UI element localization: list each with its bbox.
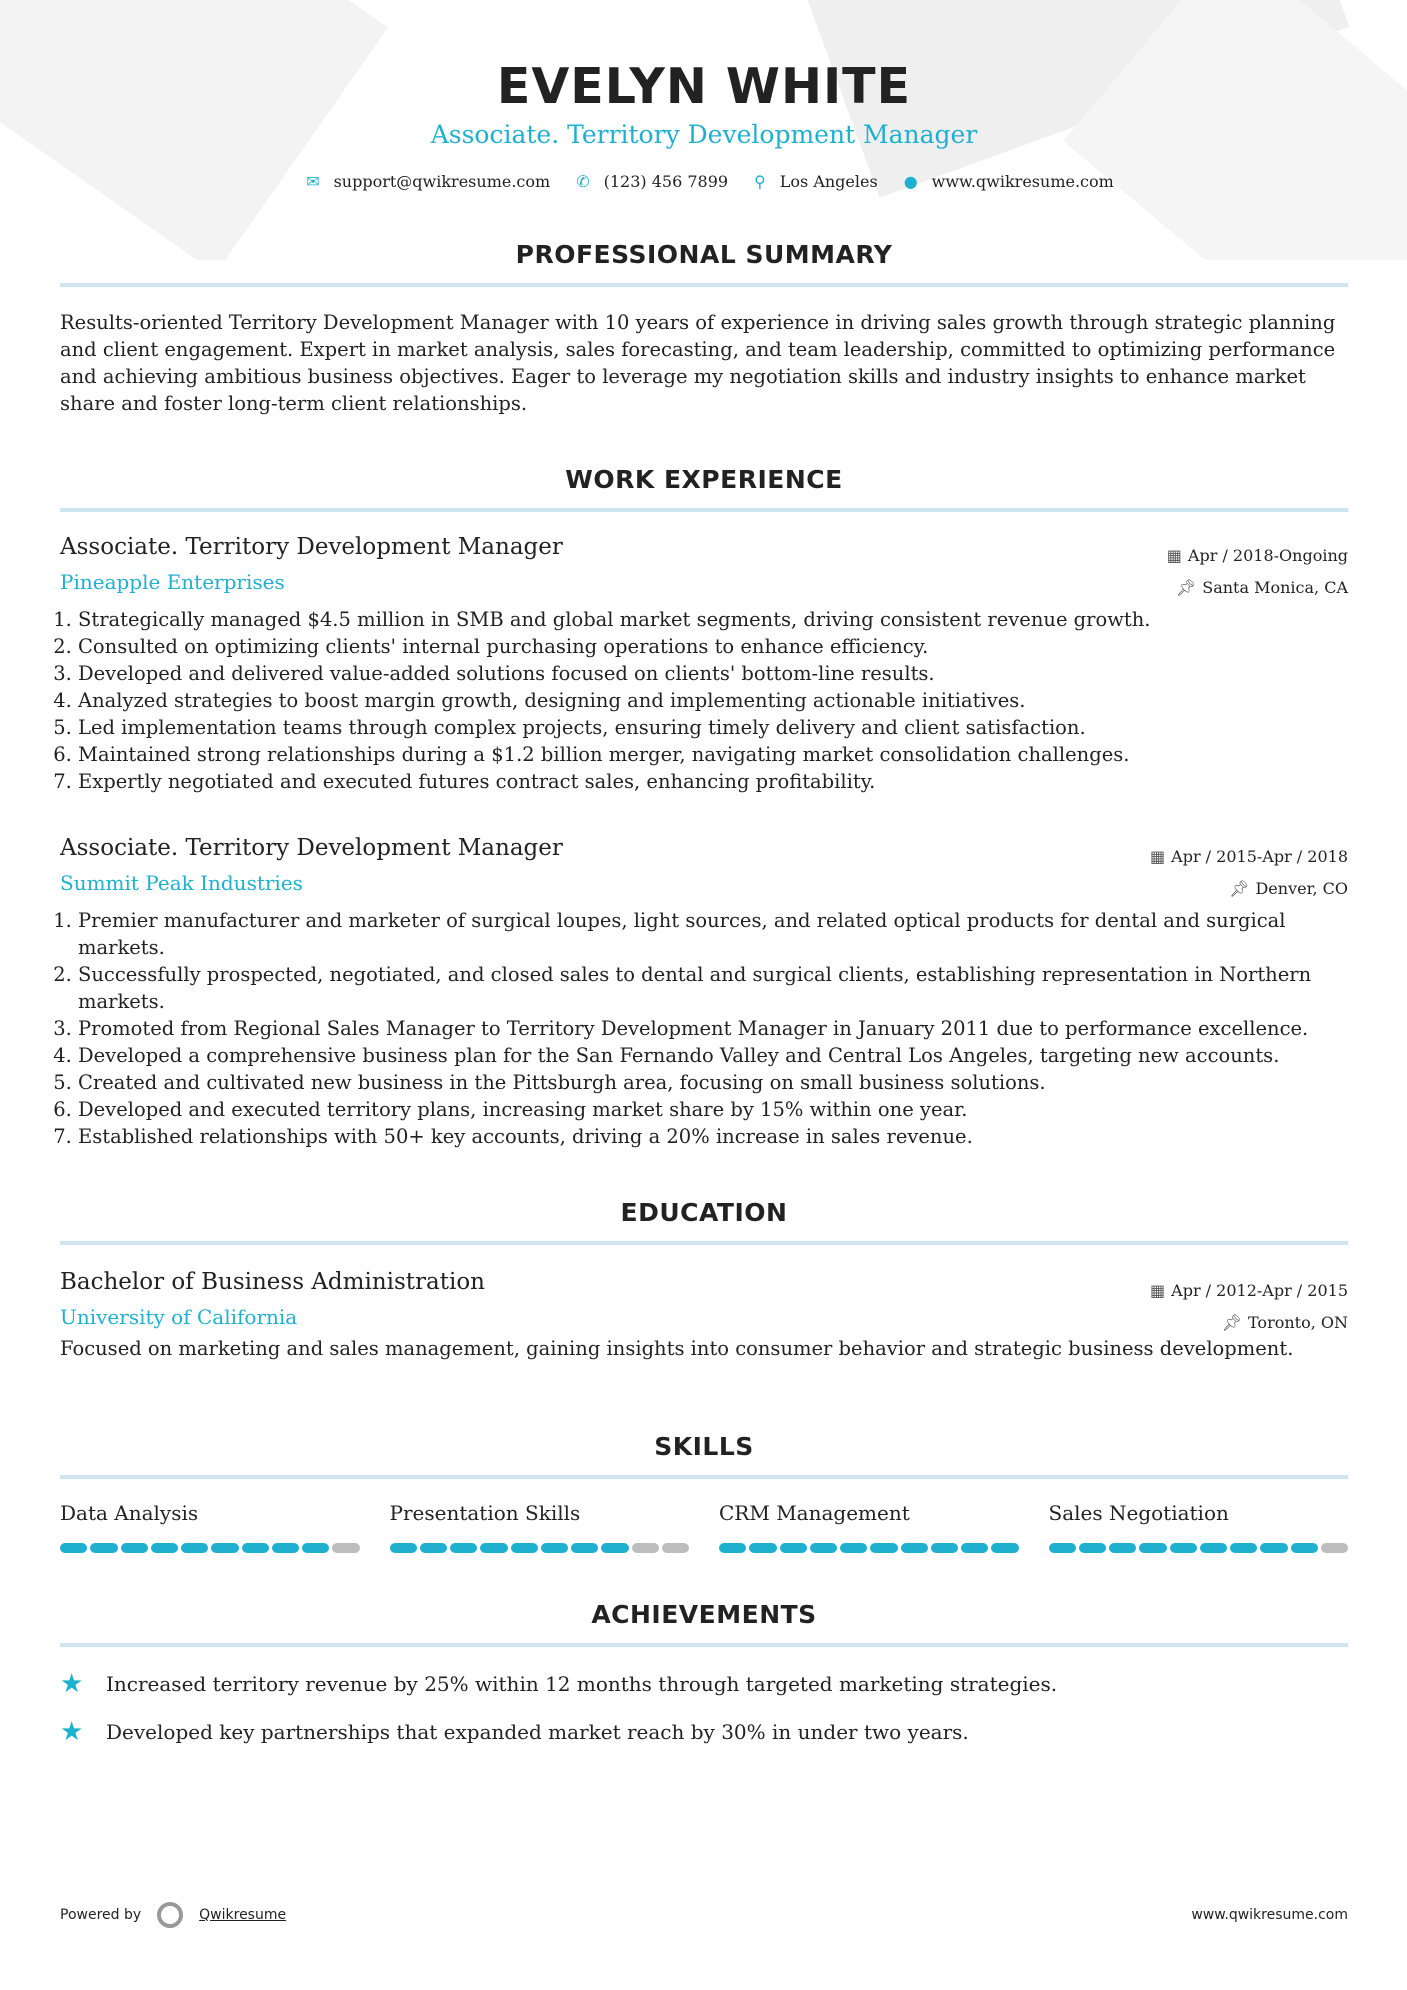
achievement-text: Increased territory revenue by 25% within 12 months through targeted marketing strategies.: [106, 1672, 1058, 1696]
skill-segment: [151, 1543, 178, 1553]
job-bullet: 6. Maintained strong relationships during a $1.2 billion merger, navigating market consolidation challenges.: [78, 741, 1348, 768]
job-bullet: 4. Developed a comprehensive business plan for the San Fernando Valley and Central Los Angeles, targeting new accounts.: [78, 1042, 1348, 1069]
skill-segment: [541, 1543, 568, 1553]
job-bullet: 1. Premier manufacturer and marketer of surgical loupes, light sources, and related optical products for dental and surgical markets.: [78, 907, 1348, 961]
skill-segment: [332, 1543, 359, 1553]
section-heading: WORK EXPERIENCE: [565, 465, 843, 494]
skill-name: Data Analysis: [60, 1501, 199, 1525]
skill-level-bar: [719, 1543, 1019, 1553]
qwikresume-logo-icon: [157, 1902, 183, 1928]
skill-segment: [1291, 1543, 1318, 1553]
contact-info: [60, 172, 1348, 191]
calendar-icon: ▦: [1166, 546, 1182, 565]
job-bullet: 7. Expertly negotiated and executed futures contract sales, enhancing profitability.: [78, 768, 1348, 795]
skill-segment: [601, 1543, 628, 1553]
skills-section: [60, 1432, 1348, 1553]
skill-segment: [662, 1543, 689, 1553]
job-bullet: 2. Consulted on optimizing clients' internal purchasing operations to enhance efficiency.: [78, 633, 1348, 660]
summary-section: [60, 240, 1348, 417]
section-heading: EDUCATION: [620, 1198, 788, 1227]
envelope-icon: ✉: [306, 172, 320, 191]
job-bullet: 4. Analyzed strategies to boost margin growth, designing and implementing actionable initiatives.: [78, 687, 1348, 714]
pin-icon: 📌︎: [1221, 1313, 1242, 1332]
skill-segment: [272, 1543, 299, 1553]
footer: [60, 1902, 1348, 1928]
job-bullet: 3. Developed and delivered value-added solutions focused on clients' bottom-line results.: [78, 660, 1348, 687]
pin-icon: 📌︎: [1175, 578, 1197, 597]
skill-segment: [420, 1543, 447, 1553]
skill-item: [1049, 1501, 1349, 1553]
job-location: Denver, CO: [1255, 879, 1348, 898]
work-section: [60, 465, 1348, 512]
skill-level-bar: [390, 1543, 690, 1553]
skill-segment: [749, 1543, 776, 1553]
skill-segment: [991, 1543, 1018, 1553]
section-heading: ACHIEVEMENTS: [591, 1600, 817, 1629]
map-pin-icon: ⚲: [754, 172, 766, 191]
skill-segment: [719, 1543, 746, 1553]
skill-name: Sales Negotiation: [1048, 1501, 1229, 1525]
skill-segment: [60, 1543, 87, 1553]
section-divider: [60, 1241, 1348, 1245]
section-heading: PROFESSIONAL SUMMARY: [515, 240, 893, 269]
skill-segment: [810, 1543, 837, 1553]
skill-segment: [961, 1543, 988, 1553]
skill-segment: [571, 1543, 598, 1553]
skill-level-bar: [60, 1543, 360, 1553]
job-date: Apr / 2018-Ongoing: [1187, 546, 1348, 565]
globe-icon: ●: [903, 172, 918, 191]
brand-link[interactable]: Qwikresume: [199, 1907, 287, 1923]
education-entry: [60, 1269, 1348, 1362]
degree: Bachelor of Business Administration: [60, 1269, 485, 1295]
job-title: Associate. Territory Development Manager: [60, 534, 563, 560]
achievement-text: Developed key partnerships that expanded market reach by 30% in under two years.: [106, 1720, 969, 1744]
skill-segment: [1170, 1543, 1197, 1553]
footer-url[interactable]: www.qwikresume.com: [1191, 1907, 1348, 1923]
achievement-item: [60, 1717, 1348, 1747]
achievements-section: [60, 1600, 1348, 1747]
skill-item: [390, 1501, 690, 1553]
powered-by-label: Powered by: [60, 1907, 142, 1923]
calendar-icon: ▦: [1150, 847, 1166, 866]
job-bullet: 6. Developed and executed territory plans, increasing market share by 15% within one year.: [78, 1096, 1348, 1123]
education-section: [60, 1198, 1348, 1245]
achievement-item: [60, 1669, 1348, 1699]
job-date: Apr / 2015-Apr / 2018: [1171, 847, 1348, 866]
section-divider: [60, 1475, 1348, 1479]
candidate-title: Associate. Territory Development Manager: [430, 120, 978, 149]
edu-date: Apr / 2012-Apr / 2015: [1171, 1281, 1348, 1300]
job-bullet: 2. Successfully prospected, negotiated, and closed sales to dental and surgical clients, establishing representation in Northern markets.: [78, 961, 1348, 1015]
skill-segment: [480, 1543, 507, 1553]
skill-segment: [302, 1543, 329, 1553]
website-link[interactable]: www.qwikresume.com: [931, 172, 1114, 191]
skill-segment: [511, 1543, 538, 1553]
job-title: Associate. Territory Development Manager: [60, 835, 563, 861]
section-divider: [60, 283, 1348, 287]
job-entry: [60, 835, 1348, 1150]
location-text: Los Angeles: [779, 172, 878, 191]
skill-segment: [450, 1543, 477, 1553]
email-link[interactable]: support@qwikresume.com: [333, 172, 551, 191]
company-name: Summit Peak Industries: [60, 871, 303, 895]
skill-segment: [632, 1543, 659, 1553]
skill-item: [719, 1501, 1019, 1553]
summary-text: Results-oriented Territory Development Manager with 10 years of experience in driving sales growth through strategic planning and client engagement. Expert in market analysis, sales forecasting, and team leadership, committed to optimizing performance and achieving ambitious business objectives. Eager to leverage my negotiation skills and industry insights to enhance market share and foster long-term client relationships.: [60, 311, 1336, 415]
edu-description: Focused on marketing and sales management, gaining insights into consumer behavior and strategic business development.: [60, 1337, 1294, 1360]
skill-segment: [181, 1543, 208, 1553]
job-bullet: 5. Led implementation teams through complex projects, ensuring timely delivery and client satisfaction.: [78, 714, 1348, 741]
job-bullet: 3. Promoted from Regional Sales Manager to Territory Development Manager in January 2011 due to performance excellence.: [78, 1015, 1348, 1042]
skill-segment: [780, 1543, 807, 1553]
job-entry: [60, 534, 1348, 795]
skill-segment: [1321, 1543, 1348, 1553]
edu-location: Toronto, ON: [1248, 1313, 1348, 1332]
star-icon: ★: [60, 1669, 84, 1699]
job-bullet: 1. Strategically managed $4.5 million in SMB and global market segments, driving consistent revenue growth.: [78, 606, 1348, 633]
skill-segment: [1049, 1543, 1076, 1553]
skill-segment: [901, 1543, 928, 1553]
star-icon: ★: [60, 1717, 84, 1747]
skill-segment: [1200, 1543, 1227, 1553]
skill-segment: [121, 1543, 148, 1553]
job-location: Santa Monica, CA: [1202, 578, 1348, 597]
skill-segment: [211, 1543, 238, 1553]
skill-segment: [1109, 1543, 1136, 1553]
section-divider: [60, 1643, 1348, 1647]
skill-segment: [931, 1543, 958, 1553]
skill-segment: [390, 1543, 417, 1553]
skill-segment: [1139, 1543, 1166, 1553]
skill-segment: [1230, 1543, 1257, 1553]
skill-level-bar: [1049, 1543, 1349, 1553]
job-bullet: 7. Established relationships with 50+ key accounts, driving a 20% increase in sales revenue.: [78, 1123, 1348, 1150]
skill-name: CRM Management: [719, 1501, 910, 1525]
candidate-name: EVELYN WHITE: [496, 58, 912, 115]
company-name: Pineapple Enterprises: [60, 570, 285, 594]
phone-icon: ✆: [576, 172, 590, 191]
section-divider: [60, 508, 1348, 512]
school-name: University of California: [60, 1305, 298, 1329]
skill-segment: [90, 1543, 117, 1553]
pin-icon: 📌︎: [1229, 879, 1250, 898]
skill-item: [60, 1501, 360, 1553]
section-heading: SKILLS: [654, 1432, 754, 1461]
skill-segment: [1079, 1543, 1106, 1553]
calendar-icon: ▦: [1150, 1281, 1166, 1300]
phone-text: (123) 456 7899: [603, 172, 729, 191]
skill-name: Presentation Skills: [389, 1501, 581, 1525]
skill-segment: [870, 1543, 897, 1553]
job-bullet: 5. Created and cultivated new business in the Pittsburgh area, focusing on small business solutions.: [78, 1069, 1348, 1096]
skill-segment: [242, 1543, 269, 1553]
skill-segment: [1260, 1543, 1287, 1553]
skill-segment: [840, 1543, 867, 1553]
